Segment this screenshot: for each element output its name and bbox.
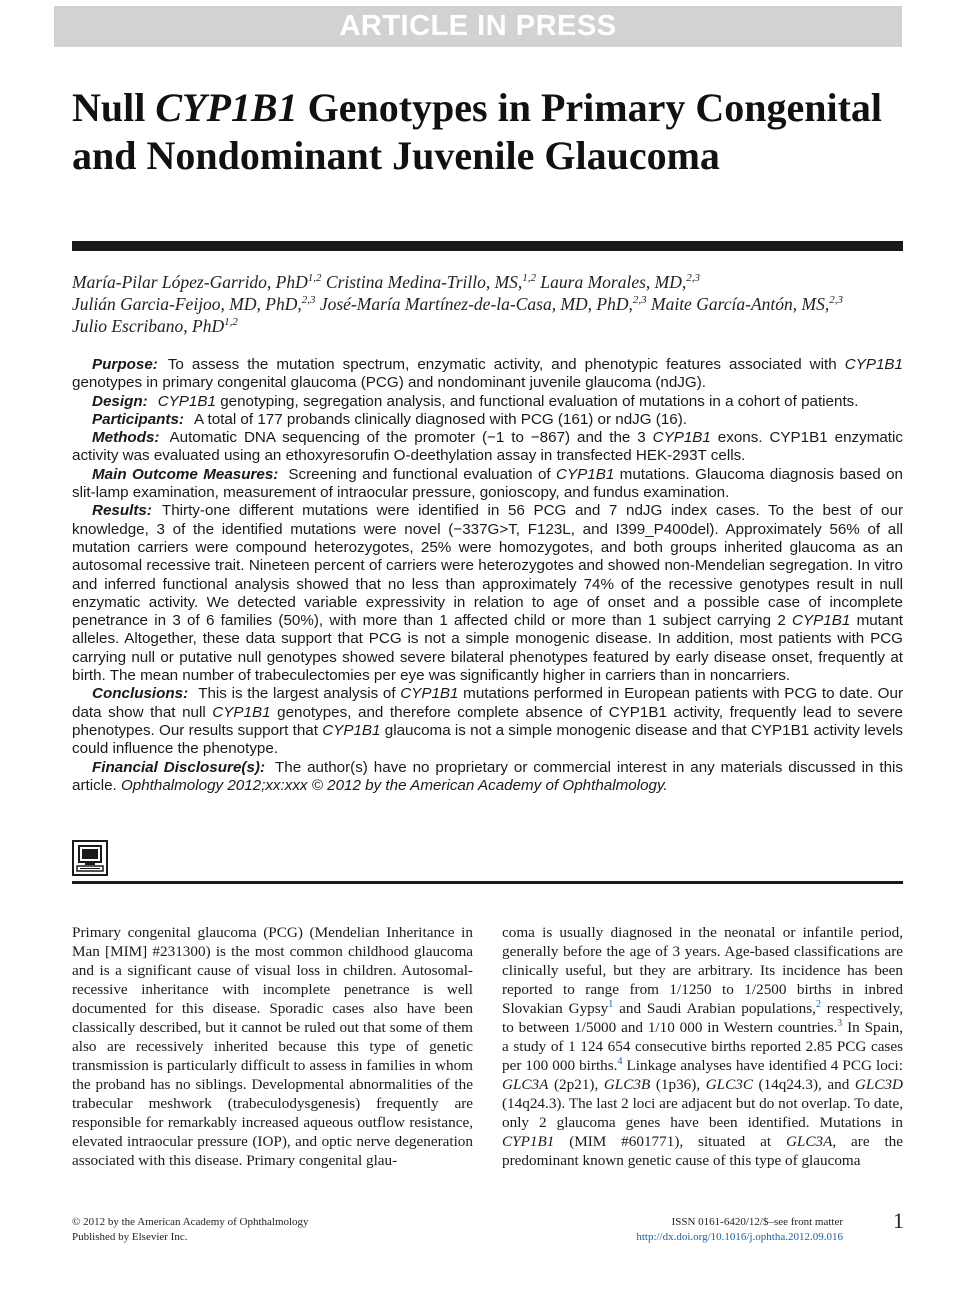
article-in-press-banner: ARTICLE IN PRESS bbox=[54, 6, 902, 47]
abstract-participants bbox=[72, 411, 903, 429]
body-text: respectively, to between 1/5000 and 1/10 000 in Western countries. bbox=[502, 1000, 903, 1036]
methods-label: Methods: bbox=[92, 429, 160, 447]
body-paragraph: Primary congenital glaucoma (PCG) (Mendelian Inheritance in Man [MIM] #231300) is the most common childhood glaucoma and is a significant cause of visual loss in children. Autosomal-recessive inheritance with incomplete penetrance is well documented for this disease. Sporadic cases also have been classically described, but it cannot be ruled out that some of them also are recessively inherited because this type of genetic transmission is particularly difficult to assess in families in whom the proband has no siblings. Developmental abnormalities of the trabecular meshwork (trabeculodysgenesis) frequently are responsible for remarkably increased aqueous outflow resistance, elevated intraocular pressure (IOP), and optic nerve degeneration associated with this disease. Primary congenital glau- bbox=[72, 924, 473, 1169]
author-affiliation: 2,3 bbox=[686, 272, 701, 285]
abstract-financial bbox=[72, 759, 903, 796]
conclusions-label: Conclusions: bbox=[92, 685, 189, 703]
author-name: Laura Morales, MD, bbox=[540, 272, 687, 292]
footer-right bbox=[560, 1215, 843, 1245]
conclusions-text: glaucoma is not a simple monogenic disease and that CYP1B1 activity levels could influence the phenotype. bbox=[72, 721, 904, 758]
gene-name: GLC3A bbox=[502, 1076, 549, 1093]
author-affiliation: 1,2 bbox=[522, 272, 537, 285]
body-text: and Saudi Arabian populations, bbox=[613, 1000, 816, 1017]
body-text: In Spain, a study of 1 124 654 consecutive births reported 2.85 PCG cases per 100 000 births. bbox=[502, 1019, 903, 1074]
abstract-design bbox=[72, 393, 903, 411]
doi-link[interactable]: http://dx.doi.org/10.1016/j.ophtha.2012.09.016 bbox=[636, 1231, 843, 1243]
body-text: coma is usually diagnosed in the neonatal or infantile period, generally before the age of 3 years. Age-based classifications are clinically useful, but they are arbitrary. Its incidence has been reported to range from 1/1250 to 1/2500 births in inbred Slovakian Gypsy bbox=[502, 924, 903, 1017]
reference-link[interactable]: 1 bbox=[608, 998, 614, 1010]
results-text: Thirty-one different mutations were identified in 56 PCG and 7 ndJG index cases. To the best of our knowledge, 3 of the identified mutations were novel (−337G>T, F123L, and I399_P400del). Approximately 56% of all mutation carriers were compound heterozygotes, 25% were homozygotes, and both groups inherited glaucoma as an autosomal recessive trait. Nineteen percent of carriers were heterozygotes and showed non-Mendelian segregation. In vitro and inferred functional analysis showed that no less than approximately 74% of the recessive genotypes result in null enzymatic activity. We detected variable expressivity in relation to age of onset and a possible case of incomplete penetrance in 3 of 6 families (50%), with more than 1 affected child or more than 1 subject carrying 2 bbox=[72, 502, 903, 630]
gene-name: CYP1B1 bbox=[157, 392, 216, 410]
author-affiliation: 1,2 bbox=[224, 316, 238, 329]
title-rule bbox=[72, 241, 903, 251]
methods-text: exons. CYP1B1 enzymatic activity was evaluated using an ethoxyresorufin O-deethylation assay in transfected HEK-293T cells. bbox=[72, 429, 903, 465]
abstract-results bbox=[72, 502, 903, 685]
author-affiliation: 2,3 bbox=[829, 294, 843, 307]
issn-line: ISSN 0161-6420/12/$–see front matter bbox=[671, 1216, 843, 1228]
results-label: Results: bbox=[92, 502, 152, 520]
design-text: genotyping, segregation analysis, and functional evaluation of mutations in a cohort of patients. bbox=[215, 392, 859, 410]
article-title bbox=[72, 84, 902, 180]
gene-name: CYP1B1 bbox=[652, 429, 711, 447]
reference-link[interactable]: 2 bbox=[815, 998, 821, 1010]
gene-name: CYP1B1 bbox=[400, 685, 459, 703]
body-text: , are the predominant known genetic cause of this type of glaucoma bbox=[502, 1133, 903, 1169]
title-gene: CYP1B1 bbox=[155, 85, 298, 130]
body-text: (14q24.3). The last 2 loci are adjacent but do not overlap. To date, only 2 glaucoma genes have been identified. Mutations in bbox=[502, 1095, 903, 1131]
body-text: (2p21), bbox=[548, 1076, 604, 1093]
author-name: María-Pilar López-Garrido, PhD bbox=[72, 272, 308, 292]
gene-name: CYP1B1 bbox=[844, 356, 903, 373]
abstract-methods bbox=[72, 429, 903, 466]
author-affiliation: 1,2 bbox=[307, 272, 322, 285]
abstract bbox=[72, 356, 903, 795]
body-text: (14q24.3), and bbox=[752, 1076, 855, 1093]
gene-name: GLC3A bbox=[785, 1133, 833, 1150]
conclusions-text: This is the largest analysis of bbox=[198, 685, 401, 703]
author-name: Cristina Medina-Trillo, MS, bbox=[325, 272, 523, 292]
gene-name: CYP1B1 bbox=[792, 612, 851, 630]
gene-name: GLC3B bbox=[603, 1076, 651, 1093]
financial-label: Financial Disclosure(s): bbox=[92, 758, 266, 776]
body-column-left bbox=[72, 923, 473, 1170]
author-affiliation: 2,3 bbox=[301, 294, 316, 307]
gene-name: CYP1B1 bbox=[556, 465, 615, 483]
financial-text: The author(s) have no proprietary or commercial interest in any materials discussed in this article. bbox=[72, 758, 903, 794]
body-paragraph bbox=[502, 923, 903, 1170]
title-text-2: Genotypes in Primary Congenital and Nondominant Juvenile Glaucoma bbox=[72, 85, 883, 178]
reference-link[interactable]: 3 bbox=[837, 1017, 843, 1029]
body-text: Linkage analyses have identified 4 PCG loci: bbox=[622, 1057, 903, 1074]
outcome-text: Screening and functional evaluation of bbox=[288, 465, 557, 483]
page-number: 1 bbox=[893, 1208, 904, 1233]
body-text: (MIM #601771), situated at bbox=[554, 1133, 786, 1150]
gene-name: GLC3D bbox=[854, 1076, 903, 1093]
abstract-purpose bbox=[72, 356, 903, 393]
conclusions-text: mutations performed in European patients with PCG to date. Our data show that null bbox=[72, 685, 903, 721]
body-column-right bbox=[502, 923, 903, 1170]
author-name: Maite García-Antón, MS, bbox=[651, 294, 830, 314]
participants-label: Participants: bbox=[92, 410, 184, 428]
purpose-text: To assess the mutation spectrum, enzymatic activity, and phenotypic features associated with bbox=[167, 356, 845, 373]
title-text-1: Null bbox=[72, 85, 156, 130]
author-affiliation: 2,3 bbox=[632, 294, 647, 307]
gene-name: CYP1B1 bbox=[502, 1133, 555, 1150]
body-text: (1p36), bbox=[650, 1076, 706, 1093]
publisher-line: Published by Elsevier Inc. bbox=[72, 1231, 188, 1243]
footer-left bbox=[72, 1215, 309, 1245]
author-name: Julio Escribano, PhD bbox=[72, 316, 225, 336]
results-text: mutant alleles. Altogether, these data support that PCG is not a simple monogenic disease. In addition, most patients with PCG carrying null or putative null genotypes showed severe bilateral phenotypes featured by early disease onset, frequently at birth. The mean number of trabeculectomies per eye was significantly higher in carriers than in noncarriers. bbox=[72, 612, 903, 685]
abstract-outcome bbox=[72, 466, 903, 503]
reference-link[interactable]: 4 bbox=[617, 1055, 623, 1067]
abstract-rule bbox=[72, 881, 903, 884]
outcome-text: mutations. Glaucoma diagnosis based on slit-lamp examination, measurement of intraocular pressure, gonioscopy, and fundus examination. bbox=[72, 465, 904, 502]
author-name: José-María Martínez-de-la-Casa, MD, PhD, bbox=[319, 294, 633, 314]
participants-text: A total of 177 probands clinically diagnosed with PCG (161) or ndJG (16). bbox=[194, 410, 688, 428]
gene-name: CYP1B1 bbox=[322, 721, 381, 739]
design-label: Design: bbox=[92, 392, 148, 410]
methods-text: Automatic DNA sequencing of the promoter (−1 to −867) and the 3 bbox=[169, 429, 653, 447]
gene-name: CYP1B1 bbox=[212, 703, 271, 721]
gene-name: GLC3C bbox=[705, 1076, 753, 1093]
journal-citation: Ophthalmology 2012;xx:xxx © 2012 by the American Academy of Ophthalmology. bbox=[120, 776, 668, 794]
author-list bbox=[72, 271, 902, 337]
conclusions-text: genotypes, and therefore complete absence of CYP1B1 activity, frequently lead to severe phenotypes. Our results support that bbox=[72, 703, 903, 739]
purpose-label: Purpose: bbox=[92, 356, 158, 373]
copyright-line: © 2012 by the American Academy of Ophthalmology bbox=[72, 1216, 309, 1228]
author-name: Julián Garcia-Feijoo, MD, PhD, bbox=[72, 294, 302, 314]
computer-monitor-icon bbox=[72, 840, 108, 876]
abstract-conclusions bbox=[72, 685, 903, 758]
outcome-label: Main Outcome Measures: bbox=[92, 465, 279, 483]
purpose-text: genotypes in primary congenital glaucoma (PCG) and nondominant juvenile glaucoma (ndJG). bbox=[72, 374, 706, 392]
